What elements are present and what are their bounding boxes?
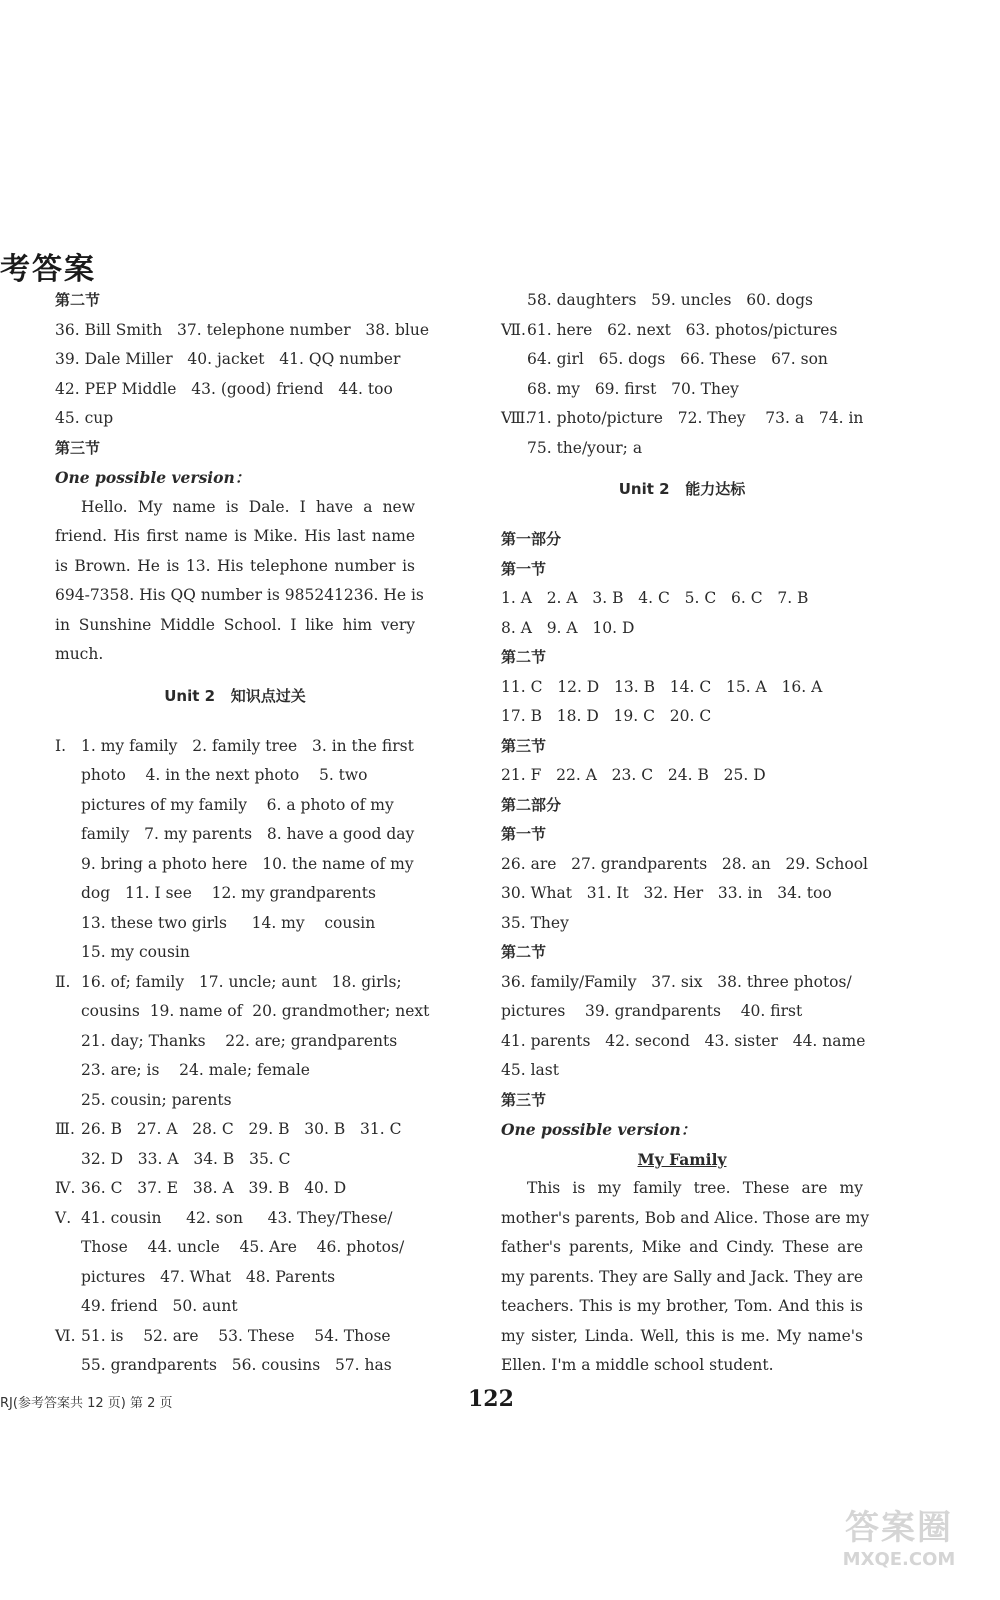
line-text: 第三节: [501, 736, 547, 755]
line-text: photo 4. in the next photo 5. two: [81, 766, 368, 784]
section-heading: [501, 820, 863, 850]
roman-numeral: Ⅷ.: [501, 409, 531, 427]
essay-line: [501, 1174, 863, 1204]
section-heading: [501, 791, 863, 821]
left-answer-column: [55, 286, 430, 1381]
line-text: 21. F 22. A 23. C 24. B 25. D: [501, 766, 766, 784]
line-text: My Family: [637, 1149, 727, 1169]
essay-line: [55, 640, 415, 670]
answer-line: [55, 345, 415, 375]
section-heading: [501, 525, 863, 555]
essay-line: [55, 581, 424, 611]
line-text: 17. B 18. D 19. C 20. C: [501, 707, 712, 725]
section-heading: [55, 286, 415, 316]
line-text: 36. Bill Smith 37. telephone number 38. blue: [55, 320, 430, 339]
answer-line: [55, 997, 430, 1027]
answer-line: [501, 345, 863, 375]
line-text: friend. His first name is Mike. His last name: [55, 527, 415, 545]
line-text: 68. my 69. first 70. They: [527, 379, 739, 398]
line-text: 25. cousin; parents: [81, 1090, 232, 1109]
line-text: 55. grandparents 56. cousins 57. has: [81, 1356, 392, 1374]
line-text: 11. C 12. D 13. B 14. C 15. A 16. A: [501, 677, 823, 696]
roman-numeral: Ⅳ.: [55, 1179, 76, 1197]
version-label: [55, 463, 415, 493]
line-text: Unit 2 知识点过关: [164, 686, 306, 705]
watermark-url: MXQE.COM: [842, 1549, 956, 1570]
answer-line: [55, 791, 415, 821]
page-title: 考答案: [0, 252, 96, 287]
line-text: 71. photo/picture 72. They 73. a 74. in: [527, 409, 864, 427]
line-text: 13. these two girls 14. my cousin: [81, 913, 376, 932]
answer-line: [55, 1115, 415, 1145]
answer-line: [501, 850, 868, 880]
answer-line: [55, 968, 415, 998]
answer-line: [501, 316, 863, 346]
answer-line: [55, 850, 415, 880]
line-text: 45. last: [501, 1061, 559, 1079]
answer-line: [55, 1322, 415, 1352]
line-text: 第一节: [501, 825, 547, 843]
roman-numeral: Ⅶ.: [501, 320, 526, 339]
line-text: 39. Dale Miller 40. jacket 41. QQ number: [55, 350, 401, 368]
answer-line: [501, 673, 863, 703]
answer-line: [501, 997, 863, 1027]
line-text: 1. my family 2. family tree 3. in the first: [81, 736, 414, 755]
unit-heading: [501, 463, 863, 507]
line-text: Ellen. I'm a middle school student.: [501, 1356, 774, 1374]
answer-line: [55, 1056, 415, 1086]
roman-numeral: Ⅴ.: [55, 1208, 72, 1227]
line-text: 第一部分: [501, 530, 562, 548]
answer-line: [55, 1174, 415, 1204]
line-text: 第一节: [501, 559, 547, 578]
line-text: 第二节: [501, 943, 547, 961]
spacer: [501, 507, 863, 525]
answer-line: [55, 1027, 415, 1057]
line-text: pictures of my family 6. a photo of my: [81, 795, 394, 814]
line-text: much.: [55, 645, 104, 663]
line-text: my parents. They are Sally and Jack. They are: [501, 1267, 863, 1286]
line-text: family 7. my parents 8. have a good day: [81, 825, 415, 843]
line-text: 49. friend 50. aunt: [81, 1297, 238, 1315]
answer-line: [55, 1145, 415, 1175]
line-text: 694-7358. His QQ number is 985241236. He is: [55, 586, 424, 604]
section-heading: [501, 938, 863, 968]
answer-line: [55, 1351, 415, 1381]
line-text: Those 44. uncle 45. Are 46. photos/: [81, 1238, 405, 1256]
answer-line: [501, 584, 863, 614]
answer-line: [55, 761, 415, 791]
watermark-text: 答案圈: [845, 1508, 953, 1548]
line-text: is Brown. He is 13. His telephone number is: [55, 556, 415, 575]
spacer: [55, 714, 415, 732]
essay-line: [501, 1322, 863, 1352]
answer-line: [501, 1056, 863, 1086]
line-text: 64. girl 65. dogs 66. These 67. son: [527, 350, 828, 368]
answer-line: [55, 879, 415, 909]
line-text: my sister, Linda. Well, this is me. My name's: [501, 1326, 863, 1345]
line-text: 51. is 52. are 53. These 54. Those: [81, 1326, 391, 1345]
line-text: 15. my cousin: [81, 943, 190, 961]
line-text: 75. the/your; a: [527, 438, 643, 457]
line-text: 42. PEP Middle 43. (good) friend 44. too: [55, 379, 393, 398]
answer-line: [501, 375, 863, 405]
essay-line: [55, 611, 415, 641]
line-text: 第三节: [501, 1090, 547, 1109]
line-text: 21. day; Thanks 22. are; grandparents: [81, 1031, 398, 1050]
line-text: pictures 39. grandparents 40. first: [501, 1002, 803, 1020]
section-heading: [501, 732, 863, 762]
line-text: 23. are; is 24. male; female: [81, 1061, 310, 1079]
answer-line: [55, 1233, 415, 1263]
line-text: 第三节: [55, 438, 101, 457]
essay-line: [55, 493, 415, 523]
roman-numeral: Ⅱ.: [55, 972, 71, 991]
right-answer-column: [501, 286, 870, 1381]
answer-line: [501, 614, 863, 644]
section-heading: [501, 643, 863, 673]
line-text: cousins 19. name of 20. grandmother; next: [81, 1002, 430, 1020]
line-text: in Sunshine Middle School. I like him very: [55, 615, 415, 634]
answer-line: [501, 968, 863, 998]
roman-numeral: Ⅵ.: [55, 1326, 76, 1345]
line-text: 36. C 37. E 38. A 39. B 40. D: [81, 1179, 347, 1197]
line-text: dog 11. I see 12. my grandparents: [81, 884, 376, 902]
line-text: 58. daughters 59. uncles 60. dogs: [527, 291, 813, 309]
answer-line: [501, 434, 863, 464]
unit-heading: [55, 670, 415, 714]
version-label: [501, 1115, 863, 1145]
answer-line: [501, 286, 863, 316]
line-text: 41. cousin 42. son 43. They/These/: [81, 1208, 393, 1227]
answer-line: [55, 1204, 415, 1234]
line-text: 30. What 31. It 32. Her 33. in 34. too: [501, 884, 832, 902]
answer-line: [501, 702, 863, 732]
line-text: 第二节: [55, 291, 101, 309]
line-text: 1. A 2. A 3. B 4. C 5. C 6. C 7. B: [501, 589, 809, 607]
line-text: 8. A 9. A 10. D: [501, 618, 635, 637]
answer-line: [501, 1027, 866, 1057]
essay-title: [501, 1145, 863, 1175]
answer-line: [55, 375, 415, 405]
answer-line: [501, 761, 863, 791]
page-number: 122: [468, 1386, 514, 1412]
section-heading: [55, 434, 415, 464]
line-text: 36. family/Family 37. six 38. three photos/: [501, 972, 852, 991]
line-text: 41. parents 42. second 43. sister 44. name: [501, 1031, 866, 1050]
line-text: mother's parents, Bob and Alice. Those are my: [501, 1208, 870, 1227]
section-heading: [501, 555, 863, 585]
answer-line: [501, 879, 863, 909]
line-text: 9. bring a photo here 10. the name of my: [81, 854, 414, 873]
answer-line: [55, 732, 415, 762]
line-text: 35. They: [501, 913, 569, 932]
essay-line: [501, 1263, 863, 1293]
footer-page-info: RJ(参考答案共 12 页) 第 2 页: [0, 1396, 173, 1411]
answer-line: [55, 316, 430, 346]
answer-line: [55, 1086, 415, 1116]
essay-line: [501, 1292, 863, 1322]
answer-line: [501, 909, 863, 939]
essay-line: [501, 1351, 863, 1381]
line-text: father's parents, Mike and Cindy. These are: [501, 1238, 863, 1256]
roman-numeral: Ⅲ.: [55, 1120, 75, 1138]
line-text: One possible version：: [501, 1120, 697, 1139]
line-text: teachers. This is my brother, Tom. And this is: [501, 1297, 863, 1315]
answer-line: [55, 820, 415, 850]
essay-line: [501, 1233, 863, 1263]
line-text: 45. cup: [55, 409, 114, 427]
line-text: 26. B 27. A 28. C 29. B 30. B 31. C: [81, 1120, 402, 1138]
line-text: pictures 47. What 48. Parents: [81, 1267, 336, 1286]
line-text: 第二部分: [501, 795, 562, 814]
line-text: 26. are 27. grandparents 28. an 29. School: [501, 854, 868, 873]
watermark-logo: [824, 1508, 974, 1578]
essay-line: [55, 552, 415, 582]
line-text: 32. D 33. A 34. B 35. C: [81, 1149, 291, 1168]
line-text: Hello. My name is Dale. I have a new: [81, 497, 415, 516]
line-text: 第二节: [501, 648, 547, 666]
essay-line: [501, 1204, 870, 1234]
roman-numeral: Ⅰ.: [55, 736, 67, 755]
answer-line: [55, 938, 415, 968]
line-text: 16. of; family 17. uncle; aunt 18. girls;: [81, 972, 402, 991]
section-heading: [501, 1086, 863, 1116]
line-text: This is my family tree. These are my: [527, 1179, 863, 1197]
line-text: Unit 2 能力达标: [618, 480, 746, 498]
line-text: One possible version：: [55, 468, 251, 487]
line-text: 61. here 62. next 63. photos/pictures: [527, 320, 838, 339]
answer-line: [55, 1263, 415, 1293]
answer-line: [55, 404, 415, 434]
answer-line: [501, 404, 863, 434]
answer-line: [55, 909, 415, 939]
answer-line: [55, 1292, 415, 1322]
essay-line: [55, 522, 415, 552]
